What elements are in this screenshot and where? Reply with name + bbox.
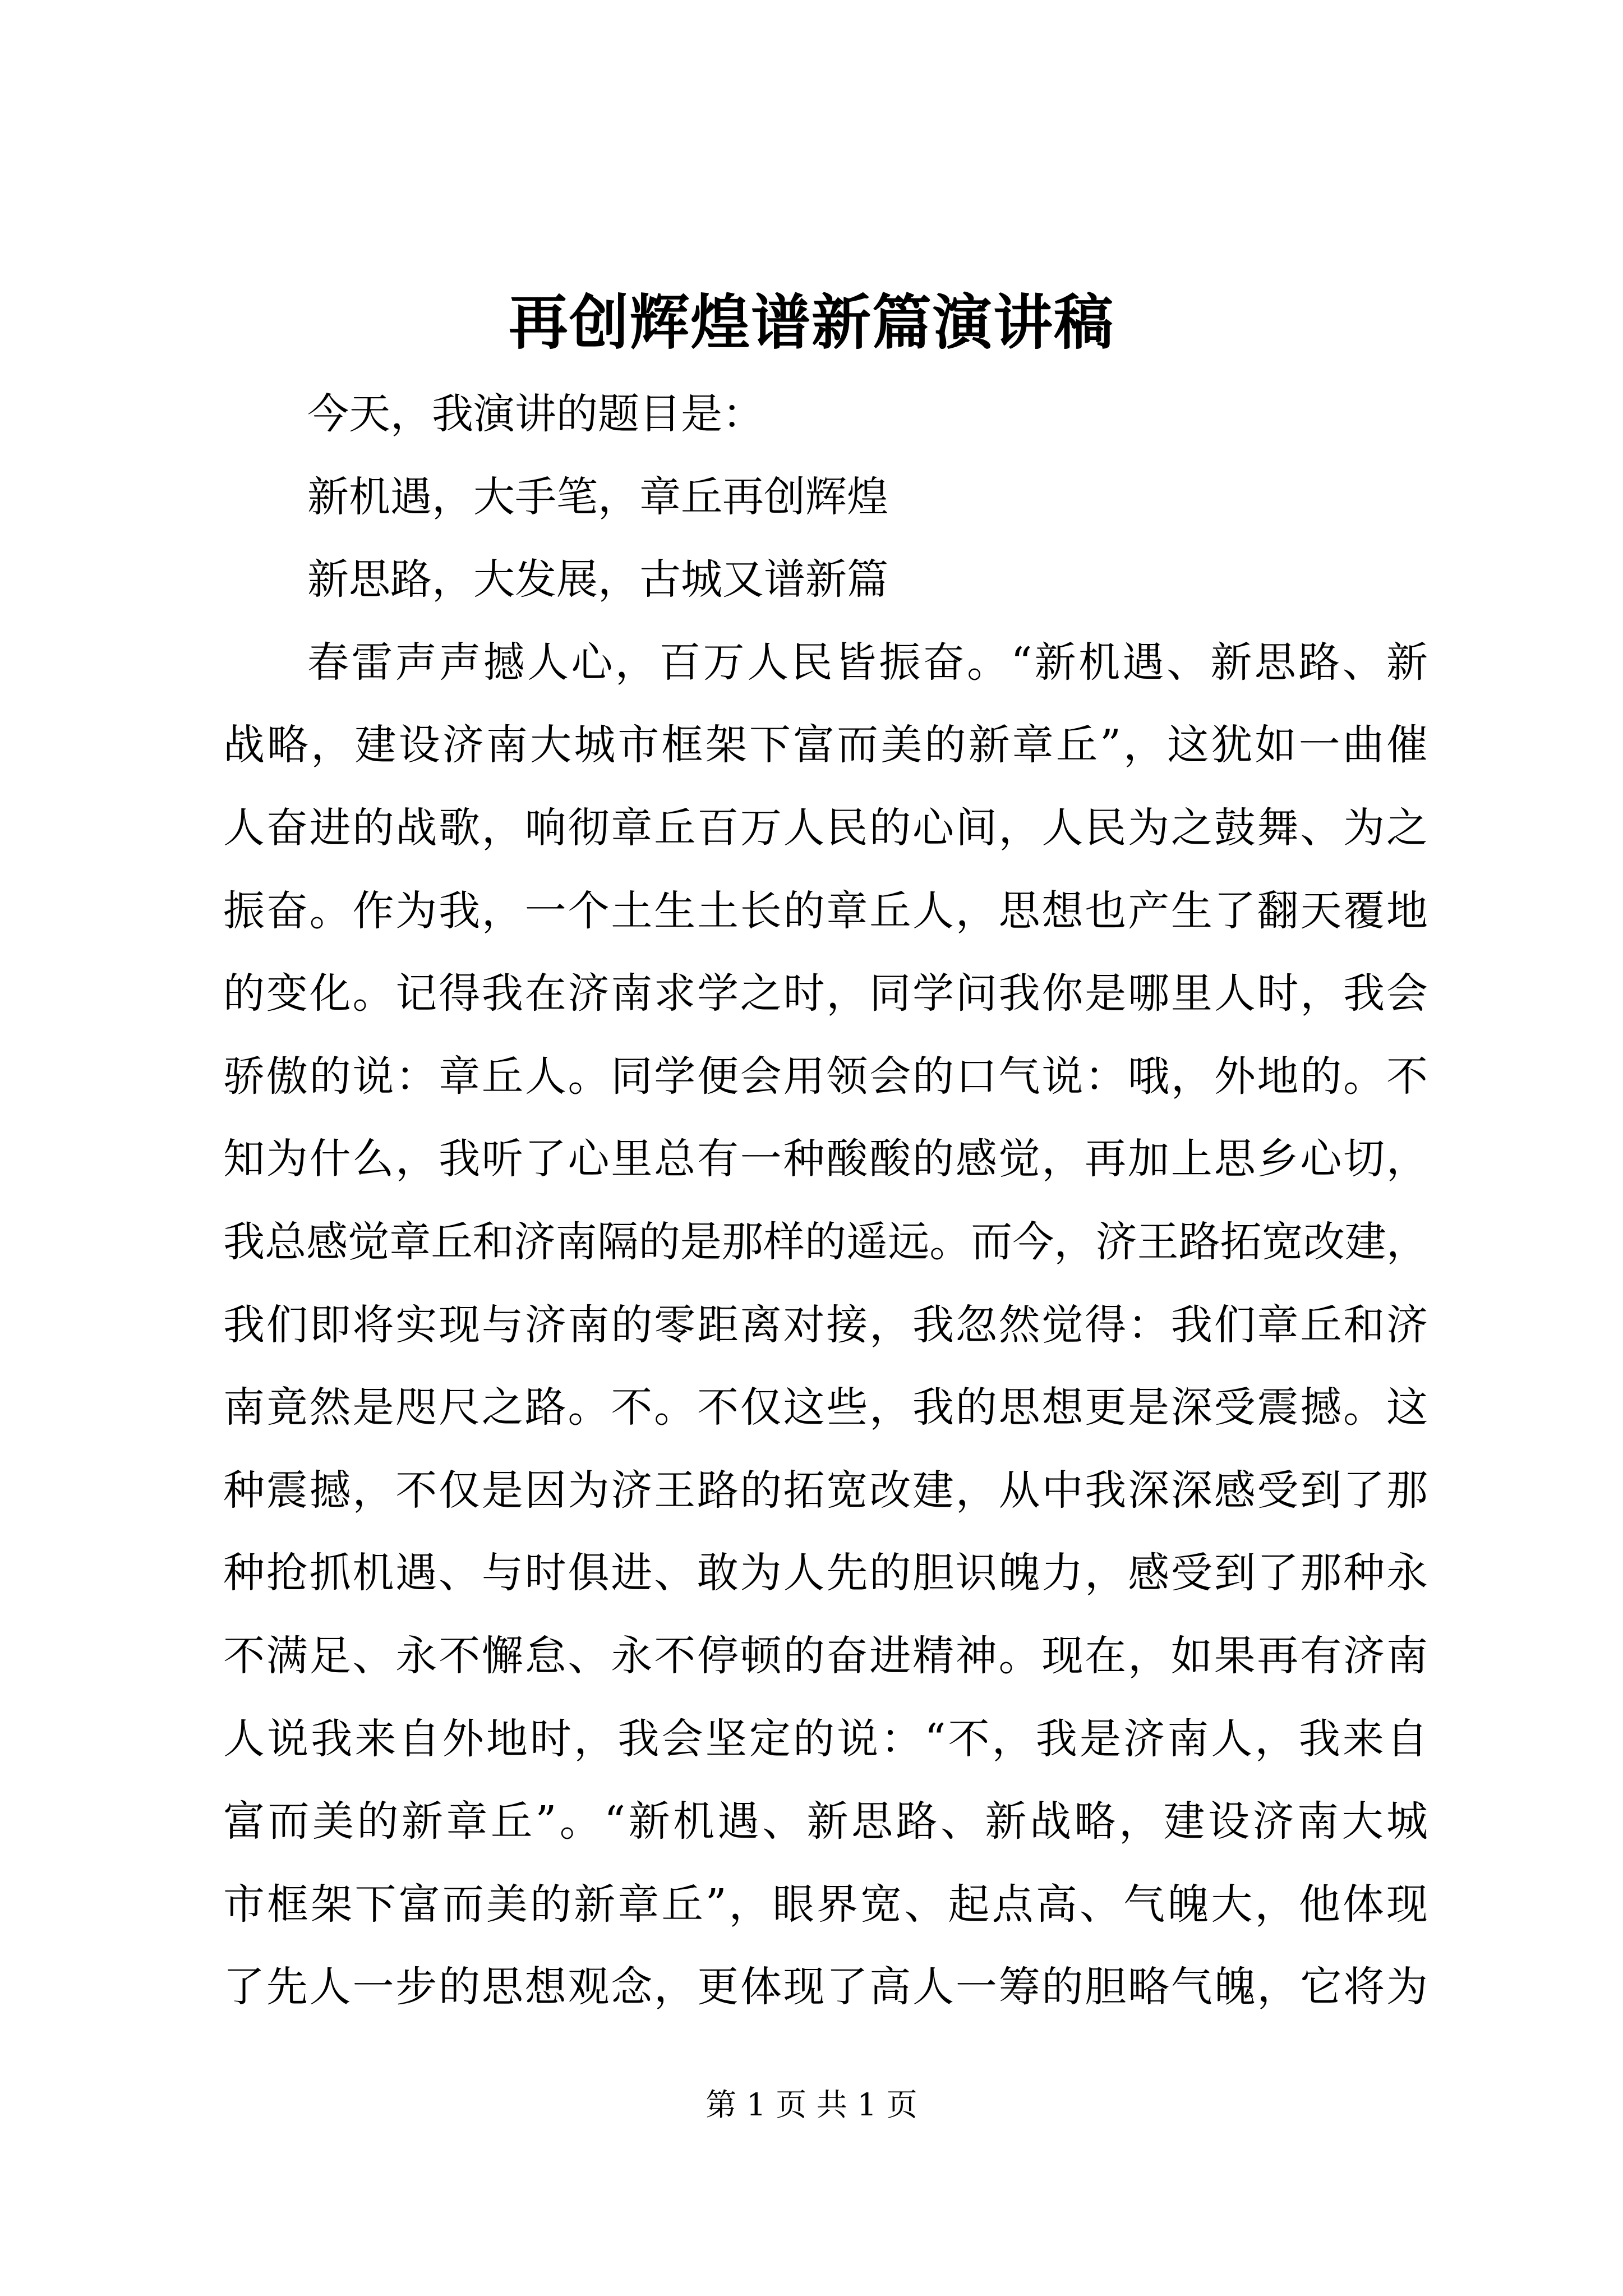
paragraph-line: 富而美的新章丘”。“新机遇、新思路、新战略，建设济南大城 xyxy=(223,1797,1428,1846)
document-title: 再创辉煌谱新篇演讲稿 xyxy=(509,287,1114,357)
document-body xyxy=(223,373,1428,2029)
paragraph-line: 不满足、永不懈怠、永不停顿的奋进精神。现在，如果再有济南 xyxy=(223,1631,1428,1680)
paragraph-line: 种震撼，不仅是因为济王路的拓宽改建，从中我深深感受到了那 xyxy=(223,1466,1428,1515)
paragraph-line: 振奋。作为我，一个土生土长的章丘人，思想也产生了翻天覆地 xyxy=(223,886,1428,935)
paragraph-line: 种抢抓机遇、与时俱进、敢为人先的胆识魄力，感受到了那种永 xyxy=(223,1549,1428,1598)
paragraph-line: 骄傲的说：章丘人。同学便会用领会的口气说：哦，外地的。不 xyxy=(223,1052,1428,1101)
paragraph-line: 了先人一步的思想观念，更体现了高人一筹的胆略气魄，它将为 xyxy=(223,1963,1428,2012)
paragraph-line: 市框架下富而美的新章丘”，眼界宽、起点高、气魄大，他体现 xyxy=(223,1880,1428,1929)
paragraph-line: 知为什么，我听了心里总有一种酸酸的感觉，再加上思乡心切， xyxy=(223,1135,1428,1184)
paragraph-line: 春雷声声撼人心，百万人民皆振奋。“新机遇、新思路、新 xyxy=(307,638,1428,687)
paragraph-line: 我总感觉章丘和济南隔的是那样的遥远。而今，济王路拓宽改建， xyxy=(223,1217,1428,1266)
paragraph-line: 的变化。记得我在济南求学之时，同学问我你是哪里人时，我会 xyxy=(223,969,1428,1018)
paragraph-line: 人说我来自外地时，我会坚定的说：“不，我是济南人，我来自 xyxy=(223,1714,1428,1763)
paragraph-line: 战略，建设济南大城市框架下富而美的新章丘”，这犹如一曲催 xyxy=(223,721,1428,770)
paragraph-line: 人奋进的战歌，响彻章丘百万人民的心间，人民为之鼓舞、为之 xyxy=(223,803,1428,852)
page-footer: 第 1 页 共 1 页 xyxy=(706,2087,917,2123)
paragraph-line: 南竟然是咫尺之路。不。不仅这些，我的思想更是深受震撼。这 xyxy=(223,1383,1428,1432)
intro-line: 新思路，大发展，古城又谱新篇 xyxy=(307,555,888,604)
paragraph-line: 我们即将实现与济南的零距离对接，我忽然觉得：我们章丘和济 xyxy=(223,1300,1428,1349)
intro-line: 新机遇，大手笔，章丘再创辉煌 xyxy=(307,472,888,521)
intro-line: 今天，我演讲的题目是： xyxy=(307,390,764,438)
